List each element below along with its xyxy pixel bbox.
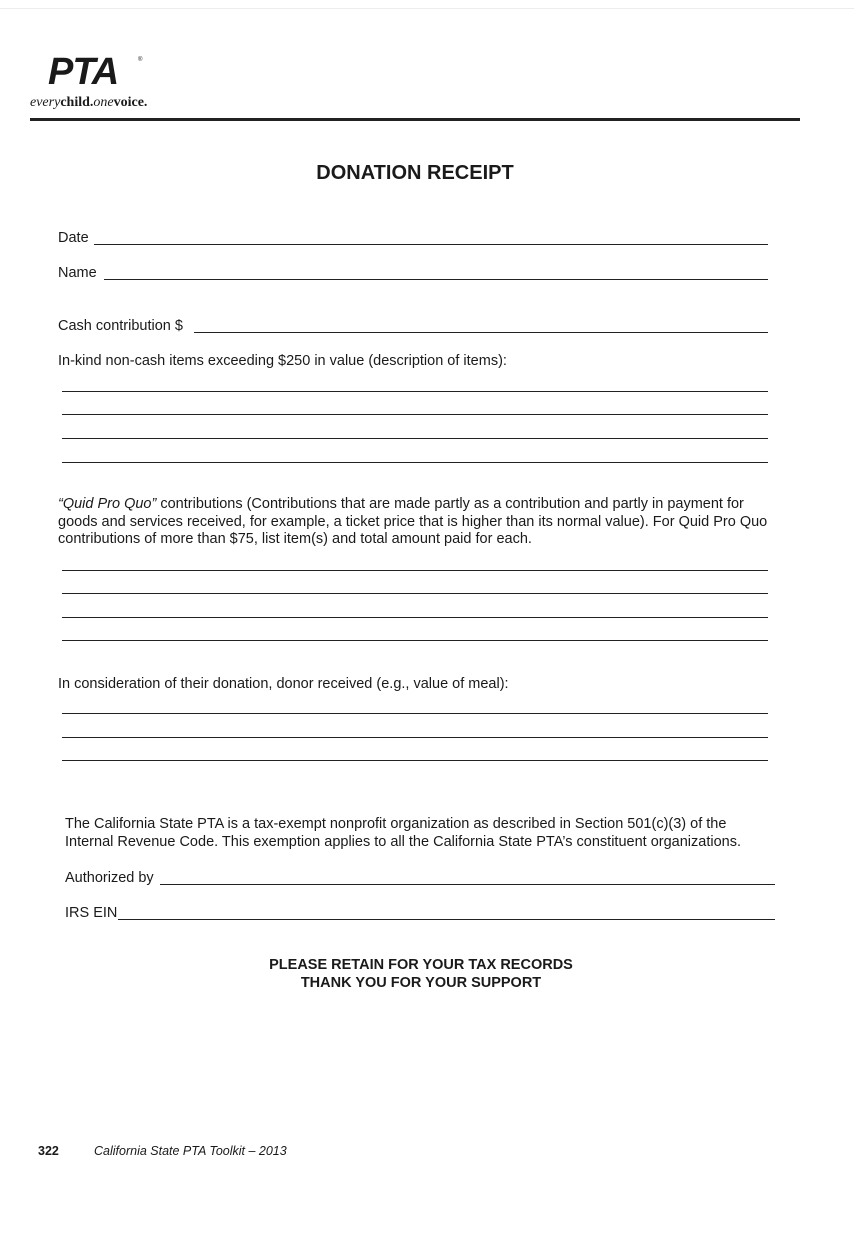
- in-kind-line-1[interactable]: [62, 391, 768, 392]
- pta-tagline: [30, 94, 147, 112]
- registered-mark: ®: [138, 57, 143, 63]
- consideration-line-1[interactable]: [62, 713, 768, 714]
- quid-pro-quo-text: contributions (Contributions that are made partly as a contribution and partly in payment for goods and services received, for example, a ticket price that is higher than its normal value). For Quid Pro Quo contributions of more than $75, list item(s) and total amount paid for each.: [58, 496, 768, 547]
- tagline-child: child.: [60, 95, 94, 110]
- quid-pro-quo-paragraph: [58, 496, 770, 549]
- in-kind-line-3[interactable]: [62, 438, 768, 439]
- in-kind-label: In-kind non-cash items exceeding $250 in value (description of items):: [58, 353, 507, 369]
- thank-you-notice: THANK YOU FOR YOUR SUPPORT: [300, 975, 542, 991]
- tagline-voice: voice.: [113, 95, 148, 110]
- quid-pro-quo-line-2[interactable]: [62, 593, 768, 594]
- irs-ein-line[interactable]: [118, 919, 775, 920]
- quid-pro-quo-line-3[interactable]: [62, 617, 768, 618]
- page-top-edge: [0, 8, 854, 9]
- pta-logo: [30, 52, 170, 116]
- authorized-by-line[interactable]: [160, 884, 775, 885]
- cash-label: Cash contribution $: [58, 318, 183, 334]
- irs-ein-label: IRS EIN: [65, 905, 118, 921]
- date-line[interactable]: [94, 244, 768, 245]
- date-label: Date: [58, 230, 89, 246]
- authorized-by-label: Authorized by: [65, 870, 154, 886]
- in-kind-line-2[interactable]: [62, 414, 768, 415]
- name-line[interactable]: [104, 279, 768, 280]
- tagline-every: every: [30, 95, 61, 110]
- tagline-one: one: [93, 95, 114, 110]
- page-number: 322: [38, 1144, 59, 1158]
- consideration-line-3[interactable]: [62, 760, 768, 761]
- in-kind-line-4[interactable]: [62, 462, 768, 463]
- quid-pro-quo-emphasis: “Quid Pro Quo”: [58, 496, 157, 512]
- cash-line[interactable]: [194, 332, 768, 333]
- consideration-label: In consideration of their donation, donor received (e.g., value of meal):: [58, 676, 509, 692]
- name-label: Name: [58, 265, 97, 281]
- tax-exempt-statement: The California State PTA is a tax-exempt nonprofit organization as described in Section 501(c)(3) of the Internal Revenue Code. This exemption applies to all the California State PTA’s constituent organizations.: [65, 816, 741, 850]
- retain-notice: PLEASE RETAIN FOR YOUR TAX RECORDS: [269, 957, 573, 973]
- consideration-line-2[interactable]: [62, 737, 768, 738]
- header-rule: [30, 118, 800, 121]
- quid-pro-quo-line-1[interactable]: [62, 570, 768, 571]
- page-title: DONATION RECEIPT: [316, 162, 514, 184]
- footer-title: California State PTA Toolkit – 2013: [94, 1144, 287, 1158]
- pta-logo-mark: PTA: [48, 51, 119, 93]
- quid-pro-quo-line-4[interactable]: [62, 640, 768, 641]
